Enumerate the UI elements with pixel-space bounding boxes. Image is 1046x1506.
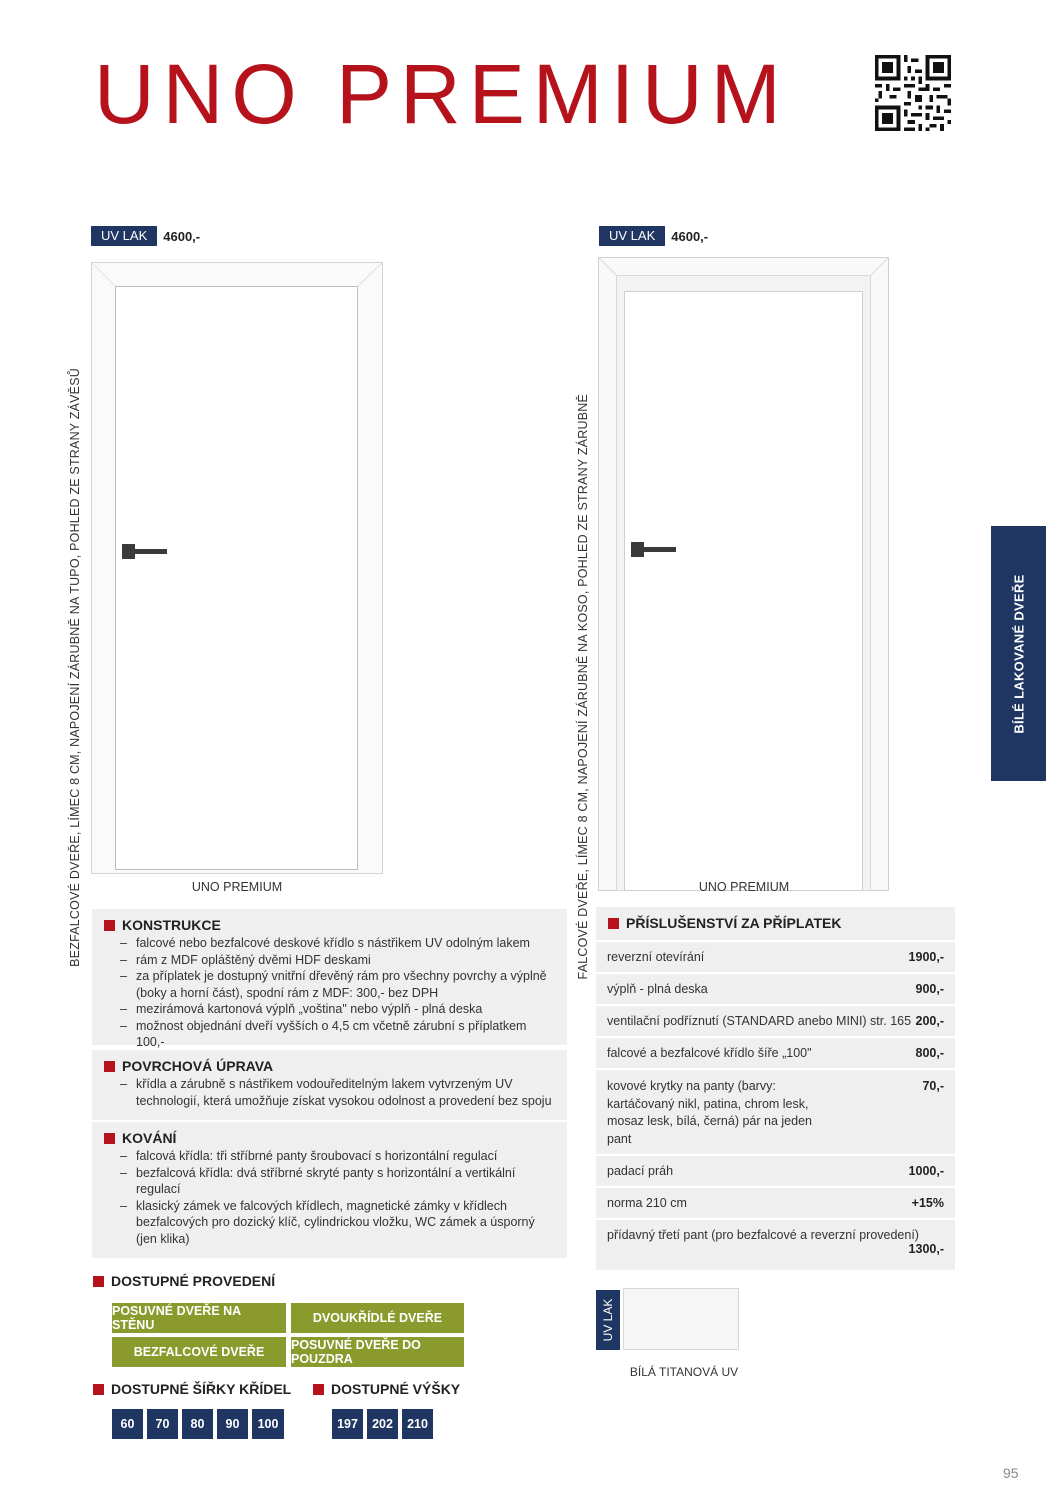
accessory-row [596,1038,955,1068]
option-posuvne-na-stenu[interactable]: POSUVNÉ DVEŘE NA STĚNU [112,1303,286,1333]
accessory-row [596,942,955,972]
accessory-row [596,1188,955,1218]
accessory-price: 200,- [915,1014,944,1028]
kovani-title: KOVÁNÍ [122,1130,177,1146]
kovani-section [92,1122,567,1258]
option-dvoukridle[interactable]: DVOUKŘÍDLÉ DVEŘE [291,1303,464,1333]
door-1-caption: UNO PREMIUM [191,880,283,894]
section-bullet-icon [93,1276,104,1287]
accessory-price: 70,- [922,1079,944,1093]
list-item: – klasický zámek ve falcových křídlech, magnetické zámky v křídlech bezfalcových pro dozický klíč, cylindrickou vložku, WC zámek a úsporný (jen klika) [120,1198,555,1248]
door-2-image [598,257,889,891]
konstrukce-heading [104,917,555,933]
width-option[interactable]: 100 [252,1409,284,1439]
accessory-price: 800,- [915,1046,944,1060]
accessory-row [596,974,955,1004]
section-bullet-icon [104,1061,115,1072]
accessory-label: kovové krytky na panty (barvy: kartáčovaný nikl, patina, chrom lesk, mosaz lesk, bílá, černá) pár na jeden pant [607,1079,812,1146]
door-1-price: 4600,- [163,228,201,244]
height-option[interactable]: 202 [367,1409,398,1439]
provedeni-heading [93,1273,275,1289]
door-1-image [91,262,383,874]
accessory-price: 1900,- [908,950,944,964]
accessory-label: norma 210 cm [607,1196,687,1210]
konstrukce-title: KONSTRUKCE [122,917,221,933]
qr-code-icon [875,55,951,131]
door-2-caption: UNO PREMIUM [698,880,790,894]
door-1-price-tag [91,226,200,246]
list-item: – rám z MDF opláštěný dvěmi HDF deskami [120,952,555,969]
width-option[interactable]: 70 [147,1409,178,1439]
accessories-title: PŘÍSLUŠENSTVÍ ZA PŘÍPLATEK [626,915,842,931]
list-item: – falcová křídla: tři stříbrné panty šroubovací s horizontální regulací [120,1148,555,1165]
accessories-heading [596,907,955,940]
vysky-heading [313,1381,460,1397]
accessory-row [596,1070,955,1154]
sirky-heading [93,1381,291,1397]
finish-tag [596,1290,620,1350]
width-option[interactable]: 90 [217,1409,248,1439]
list-item: – bezfalcová křídla: dvá stříbrné skryté panty s horizontální a vertikální regulací [120,1165,555,1198]
page-title: UNO PREMIUM [94,47,789,141]
provedeni-title: DOSTUPNÉ PROVEDENÍ [111,1273,276,1289]
accessory-row [596,1006,955,1036]
section-bullet-icon [93,1384,104,1395]
list-item: – falcové nebo bezfalcové deskové křídlo s nástřikem UV odolným lakem [120,935,555,952]
accessory-row [596,1156,955,1186]
accessory-price: +15% [911,1196,944,1210]
povrchova-section [92,1050,567,1120]
sirky-title: DOSTUPNÉ ŠÍŘKY KŘÍDEL [111,1381,292,1397]
konstrukce-section [92,909,567,1049]
list-item: – křídla a zárubně s nástřikem vodouředitelným lakem vytvrzeným UV technologií, která umožňuje získat vysokou odolnost a provedení bez spoju [120,1076,555,1109]
door-2-description: FALCOVÉ DVEŘE, LÍMEC 8 CM, NAPOJENÍ ZÁRUBNĚ NA KOSO, POHLED ZE STRANY ZÁRUBNĚ [576,394,590,980]
section-bullet-icon [608,918,619,929]
accessory-label: výplň - plná deska [607,982,708,996]
section-bullet-icon [104,920,115,931]
accessory-label: padací práh [607,1164,674,1178]
finish-tag-label: UV LAK [601,1298,615,1342]
list-item: – za příplatek je dostupný vnitřní dřevěný rám pro všechny povrchy a výplně (boky a horní část), spodní rám z MDF: 300,- bez DPH [120,968,555,1001]
page-number: 95 [1003,1465,1019,1481]
povrchova-list [120,1076,555,1109]
section-bullet-icon [313,1384,324,1395]
height-option[interactable]: 197 [332,1409,363,1439]
povrchova-heading [104,1058,555,1074]
povrchova-title: POVRCHOVÁ ÚPRAVA [122,1058,274,1074]
accessory-label: ventilační podříznutí (STANDARD anebo MINI) str. 165 [607,1014,912,1028]
category-side-tab-label: BÍLÉ LAKOVANÉ DVEŘE [1011,573,1026,734]
option-posuvne-do-pouzdra[interactable]: POSUVNÉ DVEŘE DO POUZDRA [291,1337,464,1367]
width-option[interactable]: 80 [182,1409,213,1439]
vysky-title: DOSTUPNÉ VÝŠKY [331,1381,461,1397]
accessory-price: 900,- [915,982,944,996]
accessory-label: přídavný třetí pant (pro bezfalcové a reverzní provedení) [607,1228,919,1242]
accessory-price: 1000,- [908,1164,944,1178]
uv-lak-label: UV LAK [599,226,665,246]
door-2-price: 4600,- [671,228,709,244]
door-1-description: BEZFALCOVÉ DVEŘE, LÍMEC 8 CM, NAPOJENÍ ZÁRUBNĚ NA TUPO, POHLED ZE STRANY ZÁVĚSŮ [68,368,82,967]
accessory-price: 1300,- [908,1242,944,1256]
accessory-label: falcové a bezfalcové křídlo šíře „100" [607,1046,812,1060]
list-item: – možnost objednání dveří vyšších o 4,5 cm včetně zárubní s příplatkem 100,- [120,1018,555,1051]
height-option[interactable]: 210 [402,1409,433,1439]
option-bezfalcove[interactable]: BEZFALCOVÉ DVEŘE [112,1337,286,1367]
kovani-list [120,1148,555,1247]
accessory-row [596,1220,955,1270]
finish-name: BÍLÁ TITANOVÁ UV [629,1365,739,1379]
door-2-price-tag [599,226,708,246]
width-option[interactable]: 60 [112,1409,143,1439]
section-bullet-icon [104,1133,115,1144]
uv-lak-label: UV LAK [91,226,157,246]
kovani-heading [104,1130,555,1146]
konstrukce-list [120,935,555,1051]
list-item: – mezirámová kartonová výplň „voština" nebo výplň - plná deska [120,1001,555,1018]
finish-swatch[interactable] [623,1288,739,1350]
accessory-label: reverzní otevírání [607,950,705,964]
category-side-tab[interactable] [991,526,1046,781]
